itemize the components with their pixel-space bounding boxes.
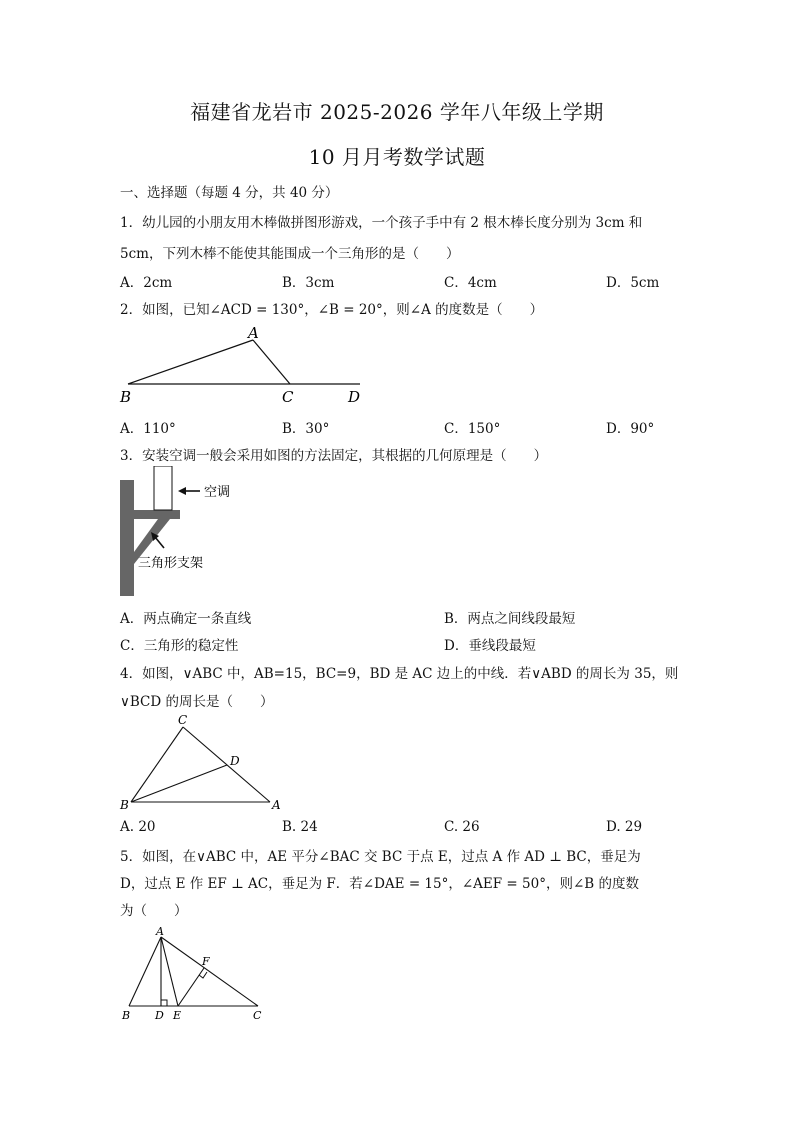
q2-label-c: C xyxy=(282,388,294,406)
q2-option-d: D．90° xyxy=(606,421,655,437)
q5-label-b: B xyxy=(122,1009,131,1022)
q4-label-a: A xyxy=(272,798,281,812)
q2-option-b: B．30° xyxy=(282,421,330,437)
q3-option-d: D．垂线段最短 xyxy=(444,638,536,654)
wall-shape xyxy=(120,480,134,596)
title-line2: 10 月月考数学试题 xyxy=(308,145,486,169)
q5-label-d: D xyxy=(155,1009,164,1022)
shelf-shape xyxy=(134,510,180,519)
q2-figure xyxy=(110,322,370,407)
q3-option-b: B．两点之间线段最短 xyxy=(444,611,576,627)
q5-line1: 5．如图，在∨ABC 中，AE 平分∠BAC 交 BC 于点 E，过点 A 作 AD ⊥ BC，垂足为 xyxy=(120,849,641,865)
q4-option-c: C. 26 xyxy=(444,819,480,835)
q2-option-a: A．110° xyxy=(120,421,176,437)
q5-label-a: A xyxy=(156,925,164,938)
q4-option-d: D. 29 xyxy=(606,819,643,835)
q4-label-c: C xyxy=(178,713,188,727)
q2-option-c: C．150° xyxy=(444,421,501,437)
q3-label-ac: 空调 xyxy=(204,485,231,500)
q4-label-b: B xyxy=(120,798,129,812)
q3-option-a: A．两点确定一条直线 xyxy=(120,611,252,627)
q5-label-e: E xyxy=(173,1009,182,1022)
q1-line2: 5cm，下列木棒不能使其能围成一个三角形的是（ ） xyxy=(120,246,460,262)
q1-line1: 1．幼儿园的小朋友用木棒做拼图形游戏，一个孩子手中有 2 根木棒长度分别为 3cm 和 xyxy=(120,215,643,231)
q2-label-d: D xyxy=(348,388,361,406)
q4-figure xyxy=(112,710,292,814)
q4-option-a: A. 20 xyxy=(120,819,156,835)
q1-option-b: B．3cm xyxy=(282,275,335,291)
q3-label-bracket: 三角形支架 xyxy=(138,556,204,571)
q5-label-f: F xyxy=(202,955,210,968)
q3-line1: 3．安装空调一般会采用如图的方法固定，其根据的几何原理是（ ） xyxy=(120,448,548,464)
q1-option-c: C．4cm xyxy=(444,275,497,291)
q2-label-a: A xyxy=(248,324,259,342)
q4-option-b: B. 24 xyxy=(282,819,318,835)
q4-line1: 4．如图，∨ABC 中，AB=15，BC=9，BD 是 AC 边上的中线．若∨ABD 的周长为 35，则 xyxy=(120,666,679,682)
q2-label-b: B xyxy=(120,388,132,406)
q5-line2: D，过点 E 作 EF ⊥ AC，垂足为 F．若∠DAE = 15°，∠AEF = 50°，则∠B 的度数 xyxy=(120,876,639,892)
ac-unit-shape xyxy=(154,466,172,510)
q4-label-d: D xyxy=(230,754,240,768)
q3-figure xyxy=(112,466,262,601)
section-heading: 一、选择题（每题 4 分，共 40 分） xyxy=(120,185,339,201)
q5-line3: 为（ ） xyxy=(120,903,188,919)
q1-option-a: A．2cm xyxy=(120,275,173,291)
q1-option-d: D．5cm xyxy=(606,275,660,291)
q2-line1: 2．如图，已知∠ACD = 130°，∠B = 20°，则∠A 的度数是（ ） xyxy=(120,302,544,318)
title-line1: 福建省龙岩市 2025-2026 学年八年级上学期 xyxy=(190,100,604,124)
q3-option-c: C．三角形的稳定性 xyxy=(120,638,239,654)
q5-figure xyxy=(112,922,272,1026)
q5-label-c: C xyxy=(253,1009,262,1022)
q4-line2: ∨BCD 的周长是（ ） xyxy=(120,694,274,710)
